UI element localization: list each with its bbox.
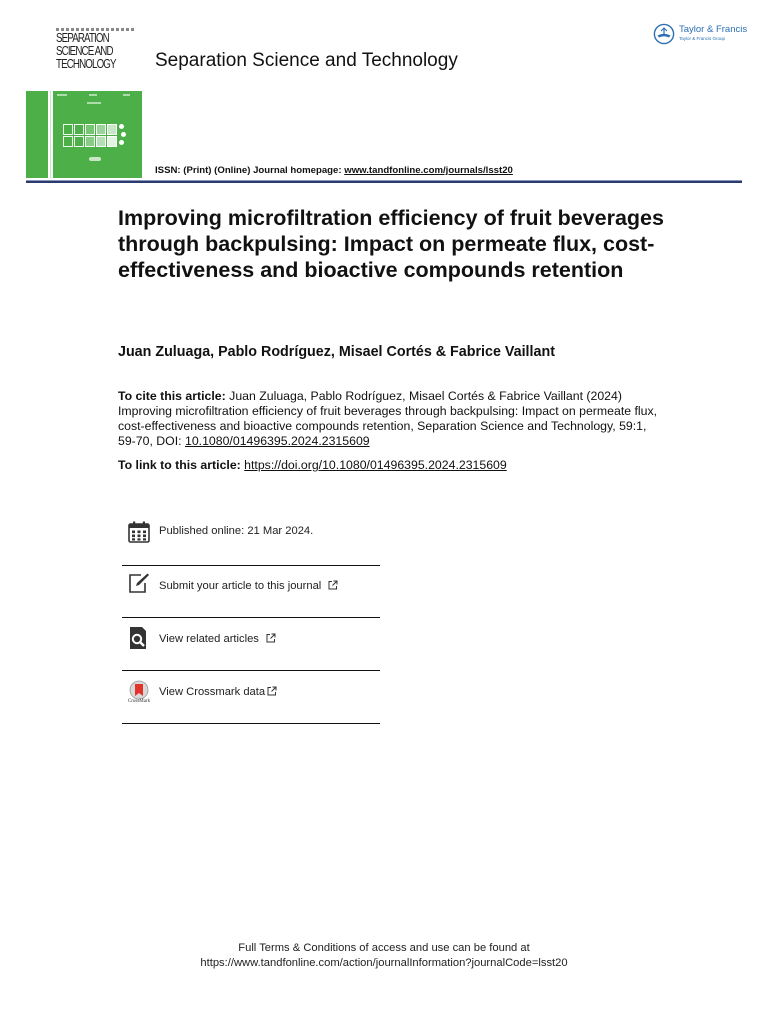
external-link-icon [328,580,338,590]
taylor-francis-logo-icon [653,23,675,45]
external-link-icon [267,686,277,696]
submit-article-label: Submit your article to this journal [159,580,322,592]
cover-artwork [63,124,125,149]
crossmark-label: View Crossmark data [159,686,266,698]
article-title: Improving microfiltration efficiency of fruit beverages through backpulsing: Impact on permeate flux, cost-effectiveness and bioactive compounds retention [118,206,664,282]
publisher-group: Taylor & Francis Group [679,36,726,41]
cover-spine [26,91,48,178]
terms-footer [0,941,768,971]
taylor-francis-logo[interactable] [653,22,748,48]
article-authors: Juan Zuluaga, Pablo Rodríguez, Misael Cortés & Fabrice Vaillant [118,344,555,360]
cover-front [53,91,142,178]
cite-label: To cite this article: [118,389,226,403]
journal-name[interactable]: Separation Science and Technology [155,50,458,71]
cover-title: SEPARATION SCIENCE AND TECHNOLOGY [56,31,116,71]
terms-url[interactable]: https://www.tandfonline.com/action/journalInformation?journalCode=lsst20 [200,957,568,969]
cover-issue-mark [87,102,101,104]
crossmark-icon [127,680,151,708]
calendar-icon [127,520,151,544]
submit-article-link[interactable] [159,580,338,592]
terms-line: Full Terms & Conditions of access and use can be found at [238,942,530,954]
journal-cover[interactable] [26,30,142,178]
publisher-name: Taylor & Francis [679,24,748,35]
crossmark-caption: CrossMark [127,699,151,704]
issn-line [155,165,513,176]
related-articles-label: View related articles [159,633,259,645]
cover-publisher-logo [89,157,101,161]
cite-text: Juan Zuluaga, Pablo Rodríguez, Misael Cortés & Fabrice Vaillant (2024) Improving microfiltration efficiency of fruit beverages through backpulsing: Impact on permeate flux, cost-effectiveness and bioactive compounds retention, Separation Science and Technology, 59:1, 59-70, DOI: [118,389,658,448]
link-block [118,458,507,472]
header-rule [26,181,742,183]
citation-block [118,389,658,449]
submit-article-row[interactable] [122,566,380,619]
published-online-row [122,512,380,565]
edit-icon [127,571,151,595]
link-label: To link to this article: [118,458,245,472]
external-link-icon [266,633,276,643]
issn-label: ISSN: (Print) (Online) Journal homepage: [155,165,345,176]
published-online-text: Published online: 21 Mar 2024. [159,525,314,537]
article-doi-url[interactable]: https://doi.org/10.1080/01496395.2024.2315609 [244,458,507,472]
cover-edge [50,91,51,178]
crossmark-row[interactable] [122,671,380,724]
search-document-icon [127,626,151,650]
related-articles-row[interactable] [122,618,380,671]
doi-link[interactable]: 10.1080/01496395.2024.2315609 [184,434,370,448]
crossmark-link[interactable] [159,686,277,698]
info-divider [122,723,380,724]
cover-volume-mark [57,94,67,96]
crossmark-badge-icon [129,680,149,700]
cover-year-mark [123,94,130,96]
journal-homepage-link[interactable]: www.tandfonline.com/journals/lsst20 [344,165,513,176]
cover-number-mark [89,94,97,96]
related-articles-link[interactable] [159,633,276,645]
